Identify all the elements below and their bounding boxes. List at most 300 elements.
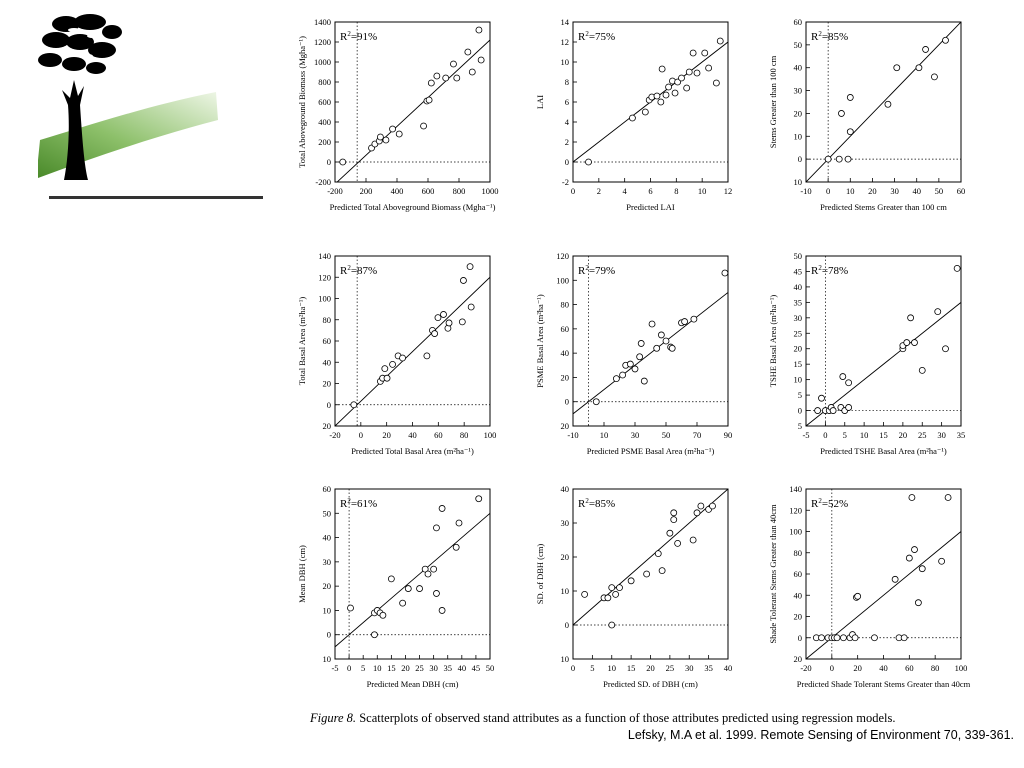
x-tick-label: 60 [956,186,966,196]
x-tick-label: 30 [630,430,640,440]
x-tick-label: -200 [327,186,343,196]
y-tick-label: 20 [793,654,802,664]
data-point [476,27,482,33]
y-tick-label: 800 [318,77,331,87]
data-point [609,622,615,628]
y-tick-label: 20 [322,421,331,431]
y-tick-label: 400 [318,117,331,127]
data-point [906,555,912,561]
y-tick-label: 80 [560,299,569,310]
data-point [915,600,921,606]
x-tick-label: 30 [685,663,694,673]
data-point [691,316,697,322]
data-point [912,547,918,553]
x-tick-label: 12 [723,186,733,196]
data-point [613,591,619,597]
x-tick-label: -20 [329,430,341,440]
data-point [432,331,438,337]
x-tick-label: 40 [912,186,921,196]
r-squared-label: $R^2=87\%$ [340,264,378,277]
y-tick-label: 60 [793,569,802,579]
x-tick-label: 10 [859,430,869,440]
x-tick-label: 5 [590,663,595,673]
data-point [441,311,447,317]
x-axis-label: Predicted Shade Tolerant Stems Greater than 40cm [796,679,971,689]
data-point [433,525,439,531]
x-tick-label: 0 [826,186,831,196]
data-point [912,340,918,346]
y-tick-label: 50 [793,251,802,261]
x-tick-label: 6 [648,186,653,196]
y-tick-label: 14 [560,17,569,27]
data-point [443,75,449,81]
x-axis-label: Predicted Mean DBH (cm) [366,679,459,689]
x-tick-label: 80 [459,430,469,440]
scatter-panel [297,17,499,212]
y-tick-label: 25 [793,328,802,339]
y-tick-label: 10 [793,177,802,187]
x-axis-label: Predicted Stems Greater than 100 cm [820,202,947,212]
data-point [659,66,665,72]
data-point [931,74,937,80]
y-tick-label: 100 [789,526,802,537]
x-axis-label: Predicted Total Basal Area (m²ha⁻¹) [351,446,474,456]
y-tick-label: 600 [318,97,331,107]
x-tick-label: -10 [800,186,812,196]
y-tick-label: 10 [793,374,802,385]
r-squared-value: =78% [821,265,849,277]
y-tick-label: -2 [561,177,569,187]
data-point [638,340,644,346]
x-tick-label: 20 [853,663,862,673]
data-point [617,585,623,591]
y-tick-label: 45 [793,266,802,277]
x-tick-label: 15 [387,663,396,673]
y-tick-label: 60 [560,323,569,334]
data-point [417,586,423,592]
r-squared-label: $R^2=78\%$ [811,264,849,277]
r-squared-sup: 2 [585,30,589,38]
y-axis-label: Stems Greater than 100 cm [768,55,778,149]
data-point [710,503,716,509]
r-squared-label: $R^2=75\%$ [578,30,616,43]
y-tick-label: 10 [322,605,331,616]
r-squared-value: =79% [588,265,616,277]
y-tick-label: 60 [793,17,802,27]
data-point [654,93,660,99]
y-tick-label: 1000 [314,57,331,67]
y-tick-label: 40 [560,484,569,494]
data-point [698,503,704,509]
x-tick-label: 60 [905,663,914,673]
plot-frame [806,489,961,659]
r-squared-label: $R^2=79\%$ [578,264,616,277]
r-squared-value: =85% [588,498,616,510]
y-tick-label: 40 [322,532,331,543]
data-point [836,156,842,162]
data-point [671,510,677,516]
regression-line [335,40,490,184]
r-squared-value: =75% [588,31,616,43]
x-tick-label: 35 [956,430,966,440]
y-tick-label: 20 [560,552,569,562]
x-tick-label: 40 [879,663,888,673]
scatter-panel [535,484,732,689]
data-point [382,366,388,372]
x-tick-label: 60 [434,430,443,440]
data-point [468,304,474,310]
y-axis-label: Shade Tolerant Stems Greater than 40cm [768,504,778,644]
x-tick-label: 15 [879,430,888,440]
x-tick-label: 20 [382,430,391,440]
y-tick-label: 5 [797,421,802,431]
r-squared-value: =61% [350,498,378,510]
data-point [935,309,941,315]
x-tick-label: -20 [800,663,812,673]
data-point [388,576,394,582]
data-point [400,355,406,361]
x-tick-label: 0 [570,186,576,196]
data-point [838,110,844,116]
y-tick-label: 4 [564,117,569,127]
data-point [834,635,840,641]
data-point [450,61,456,67]
r-squared-value: =87% [350,265,378,277]
data-point [456,520,462,526]
y-tick-label: 30 [793,85,802,96]
data-point [819,395,825,401]
y-tick-label: 8 [564,77,569,87]
data-point [954,265,960,271]
citation: Lefsky, M.A et al. 1999. Remote Sensing of Environment 70, 339-361. [627,728,1014,742]
y-tick-label: 30 [560,518,569,528]
data-point [694,70,700,76]
y-tick-label: 0 [326,157,331,167]
r-squared-sup: 2 [585,264,589,272]
x-tick-label: 50 [934,186,944,196]
y-tick-label: 20 [560,421,569,431]
y-axis-label: LAI [535,94,545,110]
y-tick-label: 0 [326,629,331,640]
scatter-panel [768,484,971,689]
y-tick-label: 12 [560,37,569,47]
y-tick-label: 0 [797,154,802,165]
x-tick-label: 40 [408,430,417,440]
y-tick-label: 0 [564,157,569,167]
x-tick-label: 5 [361,663,366,673]
data-point [586,159,592,165]
x-tick-label: 90 [723,430,733,440]
x-tick-label: 20 [898,430,908,440]
data-point [919,566,925,572]
y-tick-label: 50 [793,39,802,50]
r-squared-value: =52% [821,498,849,510]
data-point [686,69,692,75]
x-tick-label: 0 [346,663,352,673]
data-point [605,595,611,601]
r-squared-sup: 2 [818,264,822,272]
data-point [426,97,432,103]
x-tick-label: 0 [358,430,363,440]
x-tick-label: 35 [704,663,713,673]
data-point [649,321,655,327]
data-point [659,568,665,574]
x-tick-label: 200 [359,186,373,196]
data-point [943,346,949,352]
data-point [825,156,831,162]
r-squared-sup: 2 [347,30,351,38]
x-tick-label: -5 [331,663,339,673]
figure-label: Figure 8. [310,711,357,725]
r-squared-label: $R^2=85\%$ [811,30,849,43]
x-tick-label: 30 [429,663,438,673]
r-squared-sup: 2 [585,497,589,505]
x-tick-label: 0 [823,430,828,440]
x-tick-label: 25 [665,663,675,673]
data-point [667,530,673,536]
data-point [894,65,900,71]
r-squared-value: =85% [821,31,849,43]
x-tick-label: 70 [692,430,702,440]
x-tick-label: 25 [918,430,927,440]
data-point [663,92,669,98]
data-point [433,590,439,596]
data-point [904,340,910,346]
data-point [694,510,700,516]
data-point [830,408,836,414]
data-point [658,332,664,338]
data-point [637,354,643,360]
data-point [629,115,635,121]
data-point [939,558,945,564]
data-point [371,632,377,638]
data-point [669,345,675,351]
x-tick-label: 35 [443,663,452,673]
data-point [351,402,357,408]
scatter-panel [768,251,965,456]
x-tick-label: 10 [373,663,382,673]
scatter-panel [297,484,494,689]
data-point [644,571,650,577]
data-point [613,376,619,382]
x-tick-label: 20 [401,663,410,673]
r-squared-value: =91% [350,31,378,43]
y-tick-label: 10 [560,586,569,596]
data-point [454,75,460,81]
data-point [690,50,696,56]
data-point [465,49,471,55]
x-tick-label: 50 [485,663,495,673]
x-tick-label: 45 [471,663,481,673]
data-point [642,109,648,115]
data-point [845,156,851,162]
x-tick-label: 15 [626,663,636,673]
y-tick-label: 40 [560,348,569,359]
y-axis-label: PSME Basal Area (m²ha⁻¹) [535,294,545,388]
plot-frame [335,489,490,659]
x-tick-label: 4 [622,186,627,196]
data-point [706,65,712,71]
data-point [815,408,821,414]
data-point [690,537,696,543]
data-point [384,375,390,381]
x-tick-label: 8 [674,186,679,196]
data-point [675,540,681,546]
data-point [908,315,914,321]
y-tick-label: 100 [318,293,331,304]
y-tick-label: 20 [322,581,331,592]
data-point [658,99,664,105]
data-point [446,320,452,326]
scatter-panel [535,251,732,456]
r-squared-sup: 2 [347,264,351,272]
y-tick-label: 6 [564,97,569,107]
x-tick-label: 50 [661,430,671,440]
x-tick-label: 40 [723,663,733,673]
data-point [819,635,825,641]
data-point [945,495,951,501]
regression-line [335,277,490,426]
y-tick-label: 20 [322,378,331,389]
x-axis-label: Predicted SD. of DBH (cm) [603,679,698,689]
data-point [840,374,846,380]
y-tick-label: 1400 [314,17,331,27]
x-tick-label: 100 [483,430,497,440]
data-point [909,495,915,501]
y-tick-label: 0 [326,399,331,410]
y-tick-label: 40 [322,357,331,368]
regression-line [335,513,490,647]
y-axis-label: Total Basal Area (m²ha⁻¹) [297,296,307,386]
data-point [383,137,389,143]
x-tick-label: 10 [599,430,609,440]
data-point [855,593,861,599]
y-tick-label: 10 [793,131,802,142]
y-tick-label: 10 [560,654,569,664]
y-tick-label: 30 [322,556,331,567]
data-point [892,576,898,582]
x-axis-label: Predicted Total Aboveground Biomass (Mgha⁻¹) [329,202,496,212]
data-point [885,101,891,107]
r-squared-label: $R^2=85\%$ [578,497,616,510]
y-tick-label: 15 [793,359,802,370]
data-point [663,338,669,344]
x-tick-label: 30 [890,186,899,196]
y-axis-label: Mean DBH (cm) [297,545,307,603]
data-point [425,571,431,577]
x-axis-label: Predicted LAI [626,202,675,212]
x-axis-label: Predicted TSHE Basal Area (m²ha⁻¹) [820,446,947,456]
data-point [478,57,484,63]
data-point [400,600,406,606]
y-tick-label: 120 [789,505,802,516]
x-tick-label: 800 [452,186,466,196]
y-tick-label: 120 [556,251,569,261]
data-point [641,378,647,384]
data-point [840,635,846,641]
data-point [666,84,672,90]
data-point [847,94,853,100]
data-point [390,361,396,367]
data-point [943,37,949,43]
y-tick-label: 10 [322,654,331,664]
data-point [846,380,852,386]
y-tick-label: 60 [322,336,331,346]
data-point [654,345,660,351]
x-tick-label: 0 [829,663,834,673]
data-point [476,496,482,502]
data-point [424,353,430,359]
data-point [459,319,465,325]
y-tick-label: 40 [793,281,802,292]
x-tick-label: 2 [596,186,601,196]
data-point [609,585,615,591]
data-point [467,264,473,270]
y-tick-label: 80 [793,547,802,558]
x-tick-label: 400 [390,186,404,196]
x-tick-label: 600 [421,186,435,196]
data-point [919,367,925,373]
r-squared-label: $R^2=61\%$ [340,497,378,510]
scatter-panel [768,17,965,212]
y-tick-label: 200 [318,137,331,147]
r-squared-label: $R^2=52\%$ [811,497,849,510]
x-tick-label: -5 [802,430,810,440]
y-tick-label: 40 [793,62,802,73]
data-point [702,50,708,56]
y-tick-label: 10 [560,57,569,67]
x-tick-label: 20 [646,663,655,673]
y-tick-label: 2 [564,137,569,147]
data-point [593,399,599,405]
data-point [682,319,688,325]
x-tick-label: 10 [697,186,707,196]
data-point [428,80,434,86]
plot-frame [335,256,490,426]
data-point [439,607,445,613]
y-tick-label: 140 [318,251,331,261]
x-tick-label: 10 [607,663,616,673]
y-tick-label: 100 [556,275,569,286]
plot-frame [335,22,490,182]
data-point [717,38,723,44]
y-axis-label: Total Aboveground Biomass (Mgha⁻¹) [297,36,307,168]
y-axis-label: SD. of DBH (cm) [535,543,545,605]
y-tick-label: 0 [564,396,569,407]
y-tick-label: 1200 [314,37,331,47]
x-tick-label: 10 [846,186,855,196]
y-tick-label: 50 [322,508,331,519]
data-point [377,134,383,140]
plot-frame [573,489,728,659]
data-point [871,635,877,641]
data-point [684,85,690,91]
x-tick-label: 40 [457,663,467,673]
x-tick-label: 25 [415,663,424,673]
r-squared-label: $R^2=91\%$ [340,30,378,43]
y-tick-label: 30 [793,312,802,323]
x-tick-label: 100 [954,663,968,673]
data-point [405,586,411,592]
y-axis-label: TSHE Basal Area (m²ha⁻¹) [768,294,778,388]
data-point [923,46,929,52]
r-squared-sup: 2 [347,497,351,505]
y-tick-label: 0 [797,405,802,416]
data-point [340,159,346,165]
x-tick-label: 30 [937,430,946,440]
data-point [628,578,634,584]
y-tick-label: 140 [789,484,802,494]
